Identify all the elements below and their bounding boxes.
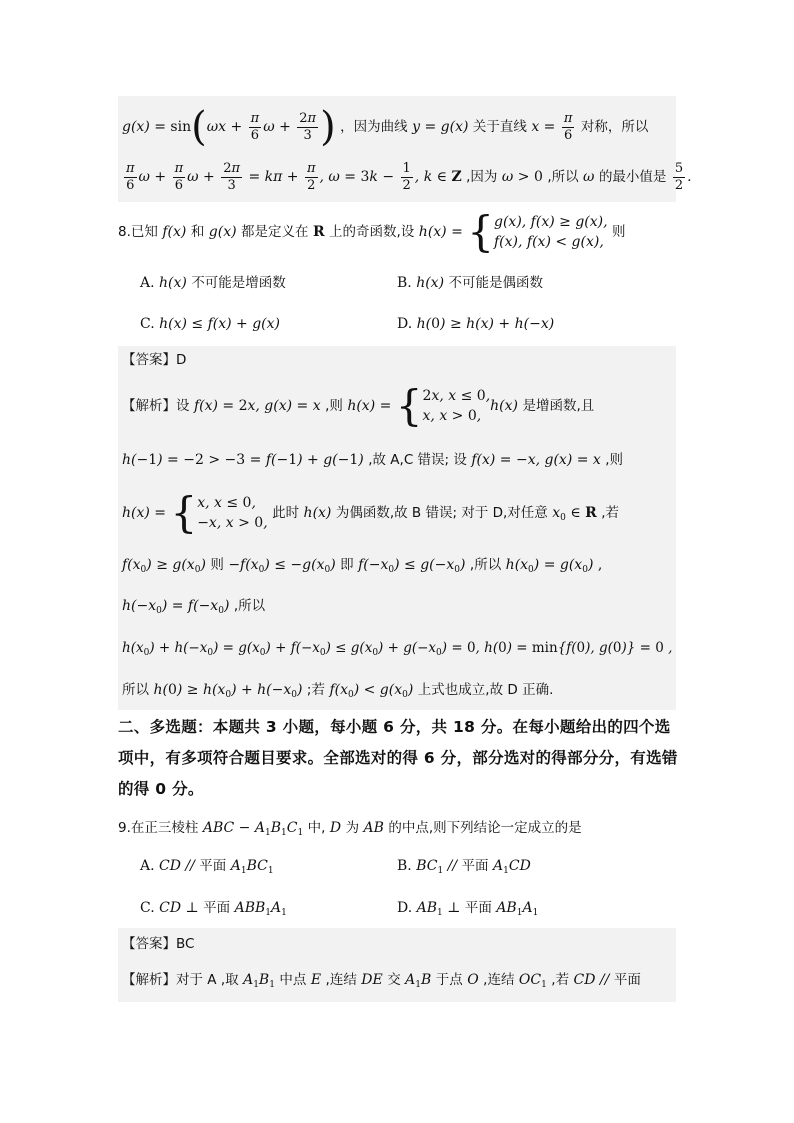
q8-stem-post: 上的奇函数,设 — [329, 224, 415, 240]
q7-solution-line-1: g(x) = sin(ωx + $\frac{\pi}{6}$ ω + $\frac{2\pi}{3}$ ) ，因为曲线 y = g(x) 关于直线 x = $\frac{\pi}{6}$ 对称，所以 — [122, 104, 649, 150]
q7-text: ,所以 — [547, 169, 579, 185]
q8-analysis-line-7: 所以 $h(0) \ge h(x_0) + h(-x_0)$ ;若 $f(x_0) < g(x_0)$ 上式也成立,故 D 正确. — [122, 682, 554, 700]
q9-text: 为 — [345, 820, 360, 836]
q8-stem: 8.已知 f(x) 和 g(x) 都是定义在 R 上的奇函数,设 h(x) = { g(x), f(x) ≥ g(x), f(x), f(x) < g(x), 则 — [118, 207, 626, 256]
q7-text: 关于直线 — [472, 119, 527, 135]
q7-solution-line-2: $\frac{\pi}{6}$ ω + $\frac{\pi}{6}$ ω + $\frac{2\pi}{3}$ = kπ + $\frac{\pi}{2}$ , ω = 3k − $\frac{1}{2}$ , k ∈ Z ,因为 ω > 0 ,所以 ω 的最小值是 $\frac{5}{2}$ . — [126, 160, 692, 193]
option-label: B. — [397, 275, 412, 291]
q9-text: 的中点,则下列结论一定成立的是 — [388, 820, 582, 836]
q9-text: 平面 — [613, 972, 641, 988]
q9-text: 中, — [307, 820, 326, 836]
section-heading: 二、多选题：本题共 3 小题，每小题 6 分，共 18 分。在每小题给出的四个选项中，有多项符合题目要求。全部选对的得 6 分，部分选对的得部分分，有选错的得 0 分。 — [118, 718, 678, 798]
q9-text: ,若 — [551, 972, 570, 988]
q9-text: 交 — [387, 972, 401, 988]
q9-stem: 9.在正三棱柱 ABC − $A_1B_1C_1$ 中, D 为 AB 的中点,则下列结论一定成立的是 — [118, 820, 582, 838]
q8-text: 上式也成立,故 D 正确. — [417, 682, 554, 698]
q8-text: 此时 — [272, 505, 300, 521]
q8-stem-and: 和 — [190, 224, 205, 240]
q8-text: 则 — [210, 557, 224, 573]
q8-text: ,若 — [601, 505, 620, 521]
q9-answer: 【答案】BC — [122, 936, 195, 952]
q9-text: ,连结 — [325, 972, 357, 988]
q8-stem-pre: 8.已知 — [118, 224, 158, 240]
q8-text: ,则 — [325, 398, 343, 414]
plane-word: 平面 — [464, 900, 492, 916]
q8-text: 是增函数,且 — [522, 398, 595, 414]
q8-option-c: C. h(x) ≤ f(x) + g(x) — [140, 316, 281, 332]
q9-analysis-line-1: 【解析】对于 A ,取 $A_1B_1$ 中点 E ,连结 DE 交 $A_1B$ 于点 O ,连结 $OC_1$ ,若 CD // 平面 — [122, 972, 641, 990]
q8-stem-mid: 都是定义在 — [241, 224, 309, 240]
q7-text: ,因为 — [466, 169, 498, 185]
q8-text: ,故 A,C 错误; 设 — [368, 452, 467, 468]
plane-word: 平面 — [199, 858, 227, 874]
q8-analysis-line-5: $h(-x_0) = f(-x_0)$ ,所以 — [122, 598, 266, 616]
q8-option-a: A. h(x) 不可能是增函数 — [140, 275, 286, 291]
q9-option-a: A. CD // 平面 $A_1BC_1$ — [140, 858, 274, 876]
q8-analysis-line-1: 【解析】设 f(x) = 2x, g(x) = x ,则 h(x) = { 2x, x ≤ 0, x, x > 0, h(x) 是增函数,且 — [122, 381, 595, 430]
analysis-label: 【解析】对于 A ,取 — [122, 972, 239, 988]
q8-analysis-line-6: $h(x_0) + h(-x_0) = g(x_0) + f(-x_0) \le g(x_0) + g(-x_0) = 0$, h(0) = min{f(0), g(0)} = 0 , — [122, 640, 673, 658]
option-label: C. — [140, 316, 155, 332]
option-label: A. — [140, 858, 155, 874]
q7-text: ，因为曲线 — [340, 119, 408, 135]
q8-answer: 【答案】D — [122, 352, 187, 368]
q8-text: ;若 — [306, 682, 325, 698]
q8-option-d: D. h(0) ≥ h(x) + h(−x) — [397, 316, 555, 332]
q9-option-c: C. CD ⊥ 平面 $ABB_1A_1$ — [140, 900, 287, 918]
q8-text: 即 — [340, 557, 354, 573]
q8-text: 所以 — [122, 682, 149, 698]
q9-text: 于点 — [435, 972, 463, 988]
q8-analysis-line-4: $f(x_0) \ge g(x_0)$ 则 $-f(x_0) \le -g(x_0)$ 即 $f(-x_0) \le g(-x_0)$ ,所以 $h(x_0) = g(x_0)$ , — [122, 557, 603, 575]
q7-text: 对称，所以 — [580, 119, 649, 135]
q8-text: ,所以 — [469, 557, 502, 573]
option-label: D. — [397, 900, 413, 916]
analysis-label: 【解析】设 — [122, 398, 190, 414]
q7-text: 的最小值是 — [598, 169, 667, 185]
option-text: 不可能是增函数 — [191, 275, 286, 291]
q8-analysis-line-2: h(−1) = −2 > −3 = f(−1) + g(−1) ,故 A,C 错误; 设 f(x) = −x, g(x) = x ,则 — [122, 452, 624, 468]
option-label: C. — [140, 900, 155, 916]
q8-stem-end: 则 — [612, 224, 626, 240]
q9-option-d: D. $AB_1$ ⊥ 平面 $AB_1A_1$ — [397, 900, 539, 918]
plane-word: 平面 — [203, 900, 231, 916]
option-label: B. — [397, 858, 412, 874]
option-label: D. — [397, 316, 413, 332]
q8-option-b: B. h(x) 不可能是偶函数 — [397, 275, 543, 291]
q8-text: ,所以 — [233, 598, 266, 614]
option-label: A. — [140, 275, 155, 291]
q9-stem-pre: 9.在正三棱柱 — [118, 820, 199, 836]
q8-analysis-line-3: h(x) = { x, x ≤ 0, −x, x > 0, 此时 h(x) 为偶函数,故 B 错误; 对于 D,对任意 $x_0$ ∈ R ,若 — [122, 488, 620, 537]
q9-option-b: B. $BC_1$ // 平面 $A_1CD$ — [397, 858, 531, 876]
q8-text: 为偶函数,故 B 错误; 对于 D,对任意 — [335, 505, 548, 521]
q8-text: ,则 — [605, 452, 624, 468]
plane-word: 平面 — [461, 858, 489, 874]
option-text: 不可能是偶函数 — [448, 275, 543, 291]
q9-text: ,连结 — [483, 972, 515, 988]
q9-text: 中点 — [279, 972, 307, 988]
